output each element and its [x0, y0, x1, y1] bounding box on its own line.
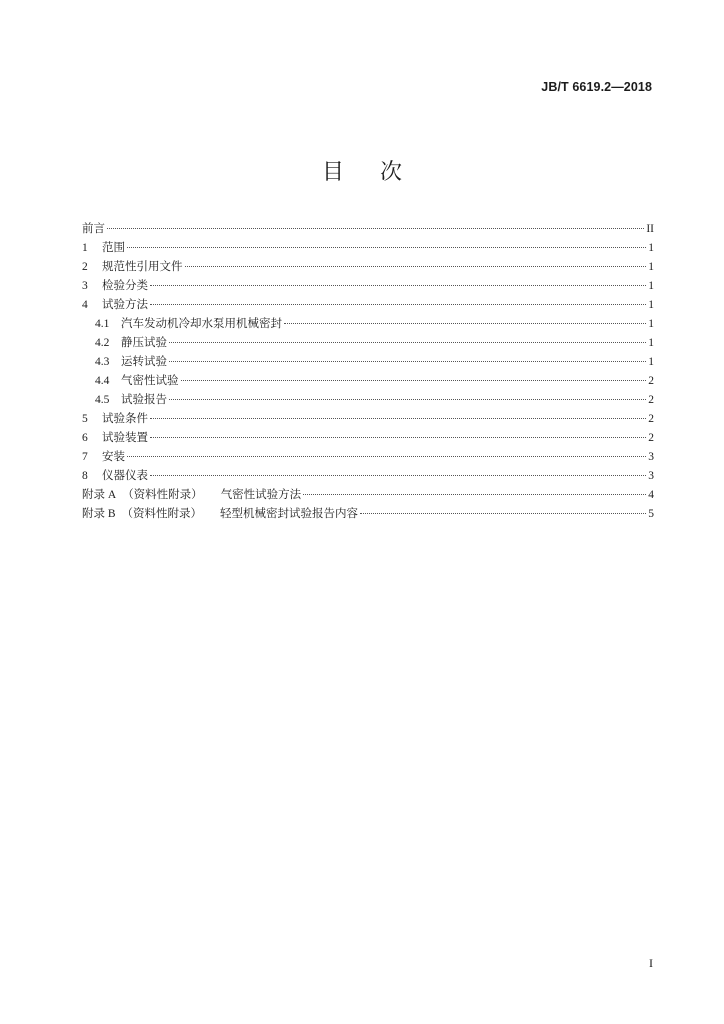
- dot-leader: [360, 513, 646, 514]
- standard-code: JB/T 6619.2—2018: [541, 80, 652, 94]
- toc-title-char-2: 次: [380, 160, 403, 185]
- dot-leader: [181, 380, 647, 381]
- toc-entry-number: 4.4: [95, 375, 110, 387]
- toc-entry-7[interactable]: [82, 447, 654, 466]
- toc-entry-label: 安装: [102, 449, 125, 463]
- toc-entry-4-1[interactable]: [82, 314, 654, 333]
- toc-entry-label: 运转试验: [121, 354, 167, 368]
- toc-entry-label: 范围: [102, 240, 125, 254]
- toc-entry-label: 试验报告: [121, 392, 167, 406]
- toc-entry-number: 1: [82, 242, 88, 254]
- toc-title-char-1: 目: [321, 160, 344, 185]
- toc-entry-label: 规范性引用文件: [102, 259, 183, 273]
- toc-entry-label: 前言: [82, 221, 105, 235]
- toc-entry-3[interactable]: [82, 276, 654, 295]
- toc-entry-page: 2: [648, 413, 654, 425]
- toc-entry-number: 4: [82, 299, 88, 311]
- toc-entry-page: 5: [648, 508, 654, 520]
- toc-entry-5[interactable]: [82, 409, 654, 428]
- toc-entry-number: 2: [82, 261, 88, 273]
- toc-entry-6[interactable]: [82, 428, 654, 447]
- toc-entry-2[interactable]: [82, 257, 654, 276]
- toc-entry-number: 4.1: [95, 318, 110, 330]
- toc-entry-foreword[interactable]: [82, 219, 654, 238]
- toc-title: [0, 155, 724, 186]
- toc-entry-page: 1: [648, 356, 654, 368]
- appendix-kind: （资料性附录）: [121, 506, 203, 520]
- toc-entry-appendix-b[interactable]: [82, 504, 654, 523]
- toc-entry-4-3[interactable]: [82, 352, 654, 371]
- toc-entry-4-5[interactable]: [82, 390, 654, 409]
- toc-entry-page: 2: [648, 432, 654, 444]
- dot-leader: [107, 228, 644, 229]
- toc-entry-number: 4.5: [95, 394, 110, 406]
- toc-entry-page: 3: [648, 470, 654, 482]
- toc-entry-number: 7: [82, 451, 88, 463]
- toc-entry-label: 气密性试验方法: [220, 487, 302, 501]
- toc-entry-label: 静压试验: [121, 335, 167, 349]
- toc-entry-8[interactable]: [82, 466, 654, 485]
- toc-entry-page: II: [646, 223, 654, 235]
- toc-entry-label: 试验条件: [102, 411, 148, 425]
- toc-entry-label: 检验分类: [102, 278, 148, 292]
- appendix-kind: （资料性附录）: [122, 487, 203, 501]
- toc-entry-label: 试验装置: [102, 430, 148, 444]
- toc-entry-label: 仪器仪表: [102, 468, 148, 482]
- appendix-number: 附录 A: [82, 489, 117, 501]
- toc-entry-page: 2: [648, 394, 654, 406]
- dot-leader: [127, 247, 646, 248]
- toc-entry-page: 1: [648, 242, 654, 254]
- toc-entry-number: 5: [82, 413, 88, 425]
- toc-entry-4[interactable]: [82, 295, 654, 314]
- dot-leader: [169, 361, 646, 362]
- dot-leader: [150, 475, 646, 476]
- toc-entry-page: 1: [648, 318, 654, 330]
- toc-entry-label: 汽车发动机冷却水泵用机械密封: [121, 316, 282, 330]
- toc-entry-page: 1: [648, 299, 654, 311]
- page-number: I: [649, 956, 653, 970]
- dot-leader: [169, 342, 646, 343]
- dot-leader: [169, 399, 646, 400]
- toc-entry-number: 4.3: [95, 356, 110, 368]
- dot-leader: [185, 266, 647, 267]
- toc-entry-page: 1: [648, 337, 654, 349]
- toc-entry-label: 气密性试验: [121, 373, 179, 387]
- toc-entry-page: 1: [648, 280, 654, 292]
- dot-leader: [150, 437, 646, 438]
- dot-leader: [150, 418, 646, 419]
- toc-entry-appendix-a[interactable]: [82, 485, 654, 504]
- toc-entry-page: 1: [648, 261, 654, 273]
- dot-leader: [303, 494, 646, 495]
- appendix-number: 附录 B: [82, 508, 116, 520]
- dot-leader: [150, 304, 646, 305]
- toc-entry-label: 试验方法: [102, 297, 148, 311]
- toc-entry-4-4[interactable]: [82, 371, 654, 390]
- toc-entry-page: 2: [648, 375, 654, 387]
- toc-entry-page: 3: [648, 451, 654, 463]
- toc-entry-1[interactable]: [82, 238, 654, 257]
- toc-entry-number: 4.2: [95, 337, 110, 349]
- dot-leader: [150, 285, 646, 286]
- toc-entry-label: 轻型机械密封试验报告内容: [220, 506, 359, 520]
- dot-leader: [284, 323, 646, 324]
- toc-entry-number: 3: [82, 280, 88, 292]
- toc-entry-number: 6: [82, 432, 88, 444]
- dot-leader: [127, 456, 646, 457]
- toc-entry-4-2[interactable]: [82, 333, 654, 352]
- toc-list: [82, 219, 654, 523]
- toc-entry-page: 4: [648, 489, 654, 501]
- toc-entry-number: 8: [82, 470, 88, 482]
